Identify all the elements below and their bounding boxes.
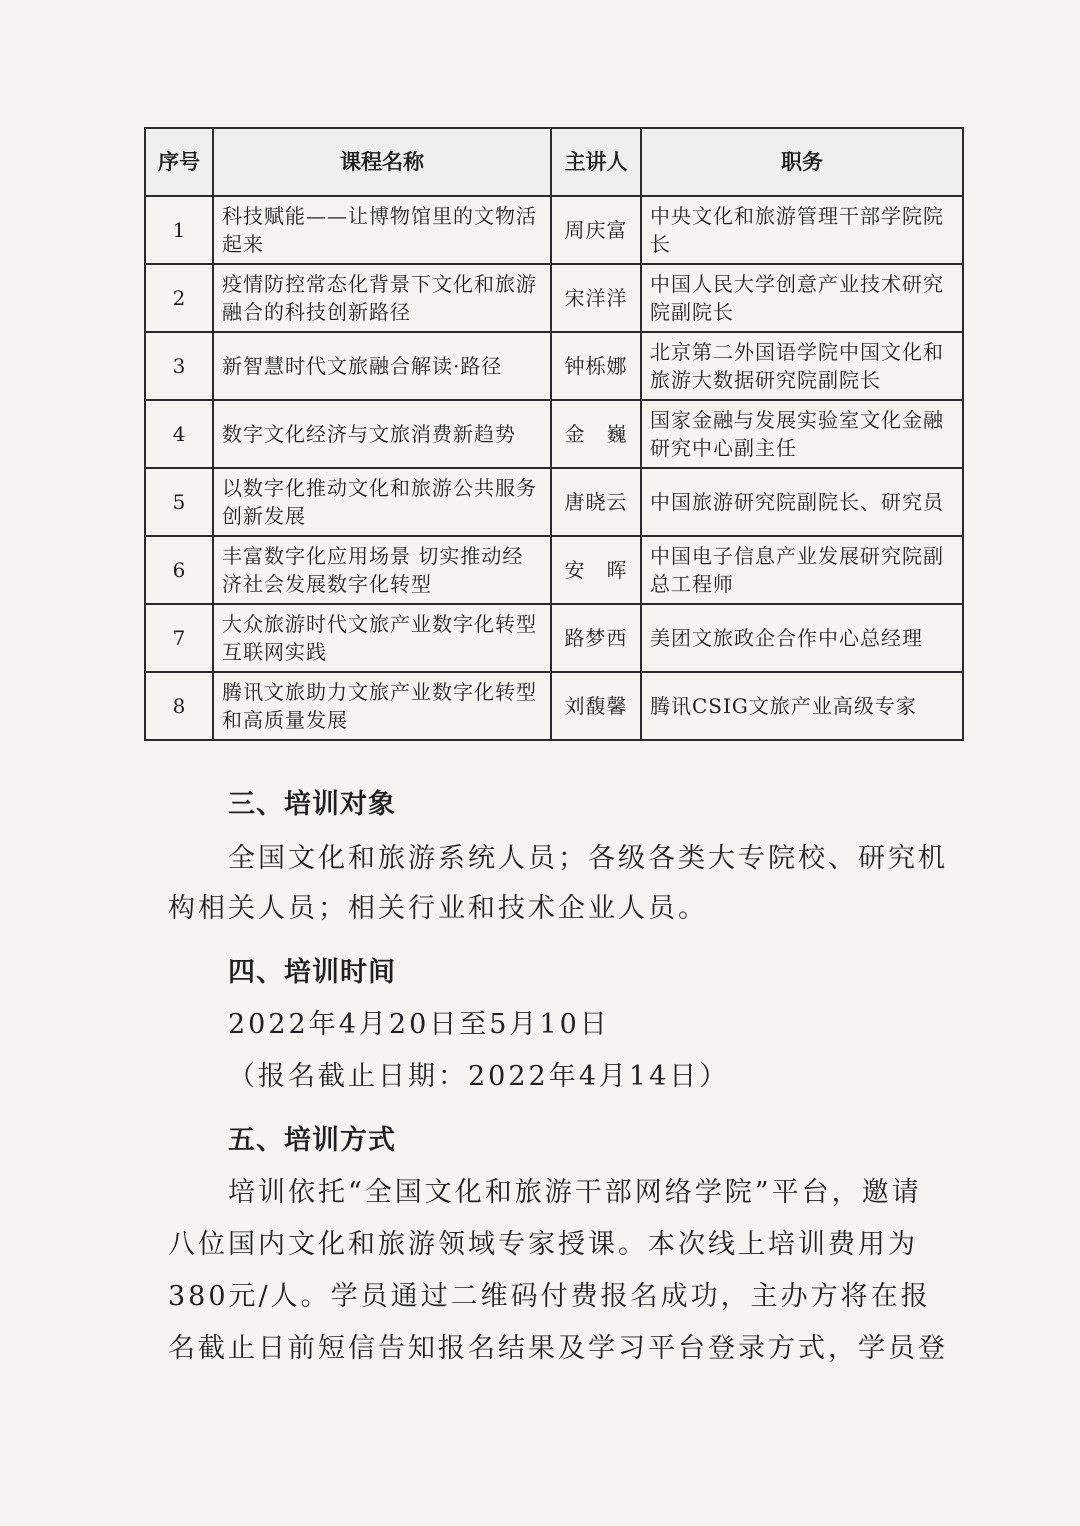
paragraph-line: 八位国内文化和旅游领域专家授课。本次线上培训费用为 (168, 1229, 918, 1260)
paragraph-line: 构相关人员；相关行业和技术企业人员。 (168, 893, 708, 924)
section-heading-method: 五、培训方式 (228, 1125, 396, 1156)
table-row (145, 196, 963, 264)
cell-course: 腾讯文旅助力文旅产业数字化转型和高质量发展 (213, 672, 551, 740)
section-heading-time: 四、培训时间 (228, 957, 396, 988)
cell-lecturer: 刘馥馨 (551, 672, 641, 740)
cell-title: 腾讯CSIG文旅产业高级专家 (641, 672, 963, 740)
cell-lecturer: 钟栎娜 (551, 332, 641, 400)
paragraph-line: 培训依托“全国文化和旅游干部网络学院”平台，邀请 (228, 1177, 922, 1208)
cell-lecturer: 宋洋洋 (551, 264, 641, 332)
header-title: 职务 (641, 128, 963, 196)
cell-no: 6 (145, 536, 213, 604)
cell-no: 2 (145, 264, 213, 332)
cell-title: 美团文旅政企合作中心总经理 (641, 604, 963, 672)
table-row (145, 264, 963, 332)
paragraph-line: 2022年4月20日至5月10日 (228, 1009, 610, 1040)
cell-title: 国家金融与发展实验室文化金融研究中心副主任 (641, 400, 963, 468)
table-header-row (145, 128, 963, 196)
cell-lecturer: 金 巍 (551, 400, 641, 468)
cell-no: 8 (145, 672, 213, 740)
paragraph-line: 名截止日前短信告知报名结果及学习平台登录方式，学员登 (168, 1333, 948, 1364)
header-no: 序号 (145, 128, 213, 196)
cell-no: 7 (145, 604, 213, 672)
cell-course: 科技赋能——让博物馆里的文物活起来 (213, 196, 551, 264)
cell-course: 丰富数字化应用场景 切实推动经济社会发展数字化转型 (213, 536, 551, 604)
cell-lecturer: 周庆富 (551, 196, 641, 264)
cell-course: 新智慧时代文旅融合解读·路径 (213, 332, 551, 400)
cell-title: 中国人民大学创意产业技术研究院副院长 (641, 264, 963, 332)
paragraph-line: （报名截止日期：2022年4月14日） (228, 1061, 730, 1092)
table-row (145, 604, 963, 672)
cell-lecturer: 安 晖 (551, 536, 641, 604)
cell-course: 大众旅游时代文旅产业数字化转型互联网实践 (213, 604, 551, 672)
cell-course: 数字文化经济与文旅消费新趋势 (213, 400, 551, 468)
table-row (145, 672, 963, 740)
course-table (144, 127, 964, 741)
cell-title: 中国旅游研究院副院长、研究员 (641, 468, 963, 536)
cell-no: 3 (145, 332, 213, 400)
table-row (145, 400, 963, 468)
paragraph-line: 全国文化和旅游系统人员；各级各类大专院校、研究机 (228, 843, 948, 874)
cell-title: 北京第二外国语学院中国文化和旅游大数据研究院副院长 (641, 332, 963, 400)
cell-title: 中国电子信息产业发展研究院副总工程师 (641, 536, 963, 604)
cell-course: 以数字化推动文化和旅游公共服务创新发展 (213, 468, 551, 536)
table-row (145, 536, 963, 604)
header-course: 课程名称 (213, 128, 551, 196)
cell-lecturer: 路梦西 (551, 604, 641, 672)
cell-no: 4 (145, 400, 213, 468)
cell-no: 1 (145, 196, 213, 264)
cell-title: 中央文化和旅游管理干部学院院长 (641, 196, 963, 264)
section-heading-audience: 三、培训对象 (228, 789, 396, 820)
cell-lecturer: 唐晓云 (551, 468, 641, 536)
cell-course: 疫情防控常态化背景下文化和旅游融合的科技创新路径 (213, 264, 551, 332)
table-row (145, 332, 963, 400)
header-lecturer: 主讲人 (551, 128, 641, 196)
table-row (145, 468, 963, 536)
cell-no: 5 (145, 468, 213, 536)
paragraph-line: 380元/人。学员通过二维码付费报名成功，主办方将在报 (168, 1281, 931, 1312)
